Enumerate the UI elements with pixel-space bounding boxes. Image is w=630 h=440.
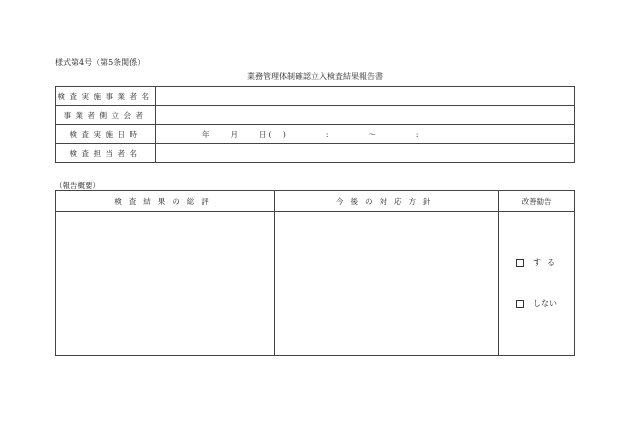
option-yes[interactable] [516, 257, 561, 268]
info-label-attendee: 事業者側立会者 [56, 106, 156, 125]
form-code: 様式第4号（第5条関係） [55, 58, 146, 67]
checkbox-icon[interactable] [516, 300, 524, 308]
summary-section-label: （報告概要） [55, 181, 100, 190]
info-label-datetime: 検査実施日時 [56, 125, 156, 144]
info-row-attendee [56, 106, 575, 125]
info-label-inspector: 検査担当者名 [56, 144, 156, 163]
summary-body-row [56, 212, 575, 356]
overall-review-cell[interactable] [56, 212, 275, 356]
option-no-label: しない [533, 299, 557, 308]
option-yes-label: する [533, 258, 561, 267]
info-value-attendee[interactable] [156, 106, 575, 125]
info-row-datetime [56, 125, 575, 144]
header-improvement-recommendation: 改善勧告 [499, 191, 575, 212]
document-title: 業務管理体制確認立入検査結果報告書 [247, 72, 383, 81]
info-row-company [56, 87, 575, 106]
info-label-company: 検査実施事業者名 [56, 87, 156, 106]
report-summary-table [55, 190, 575, 356]
info-value-company[interactable] [156, 87, 575, 106]
info-value-inspector[interactable] [156, 144, 575, 163]
future-policy-cell[interactable] [275, 212, 499, 356]
header-overall-review: 検査結果の総評 [56, 191, 275, 212]
checkbox-icon[interactable] [516, 259, 524, 267]
inspection-info-table [55, 86, 575, 163]
recommendation-cell [499, 212, 575, 356]
header-future-policy: 今後の対応方針 [275, 191, 499, 212]
info-row-inspector [56, 144, 575, 163]
option-no[interactable] [516, 298, 557, 309]
info-value-datetime[interactable]: 年 月 日( ) : ～ : [156, 125, 575, 144]
summary-header-row [56, 191, 575, 212]
